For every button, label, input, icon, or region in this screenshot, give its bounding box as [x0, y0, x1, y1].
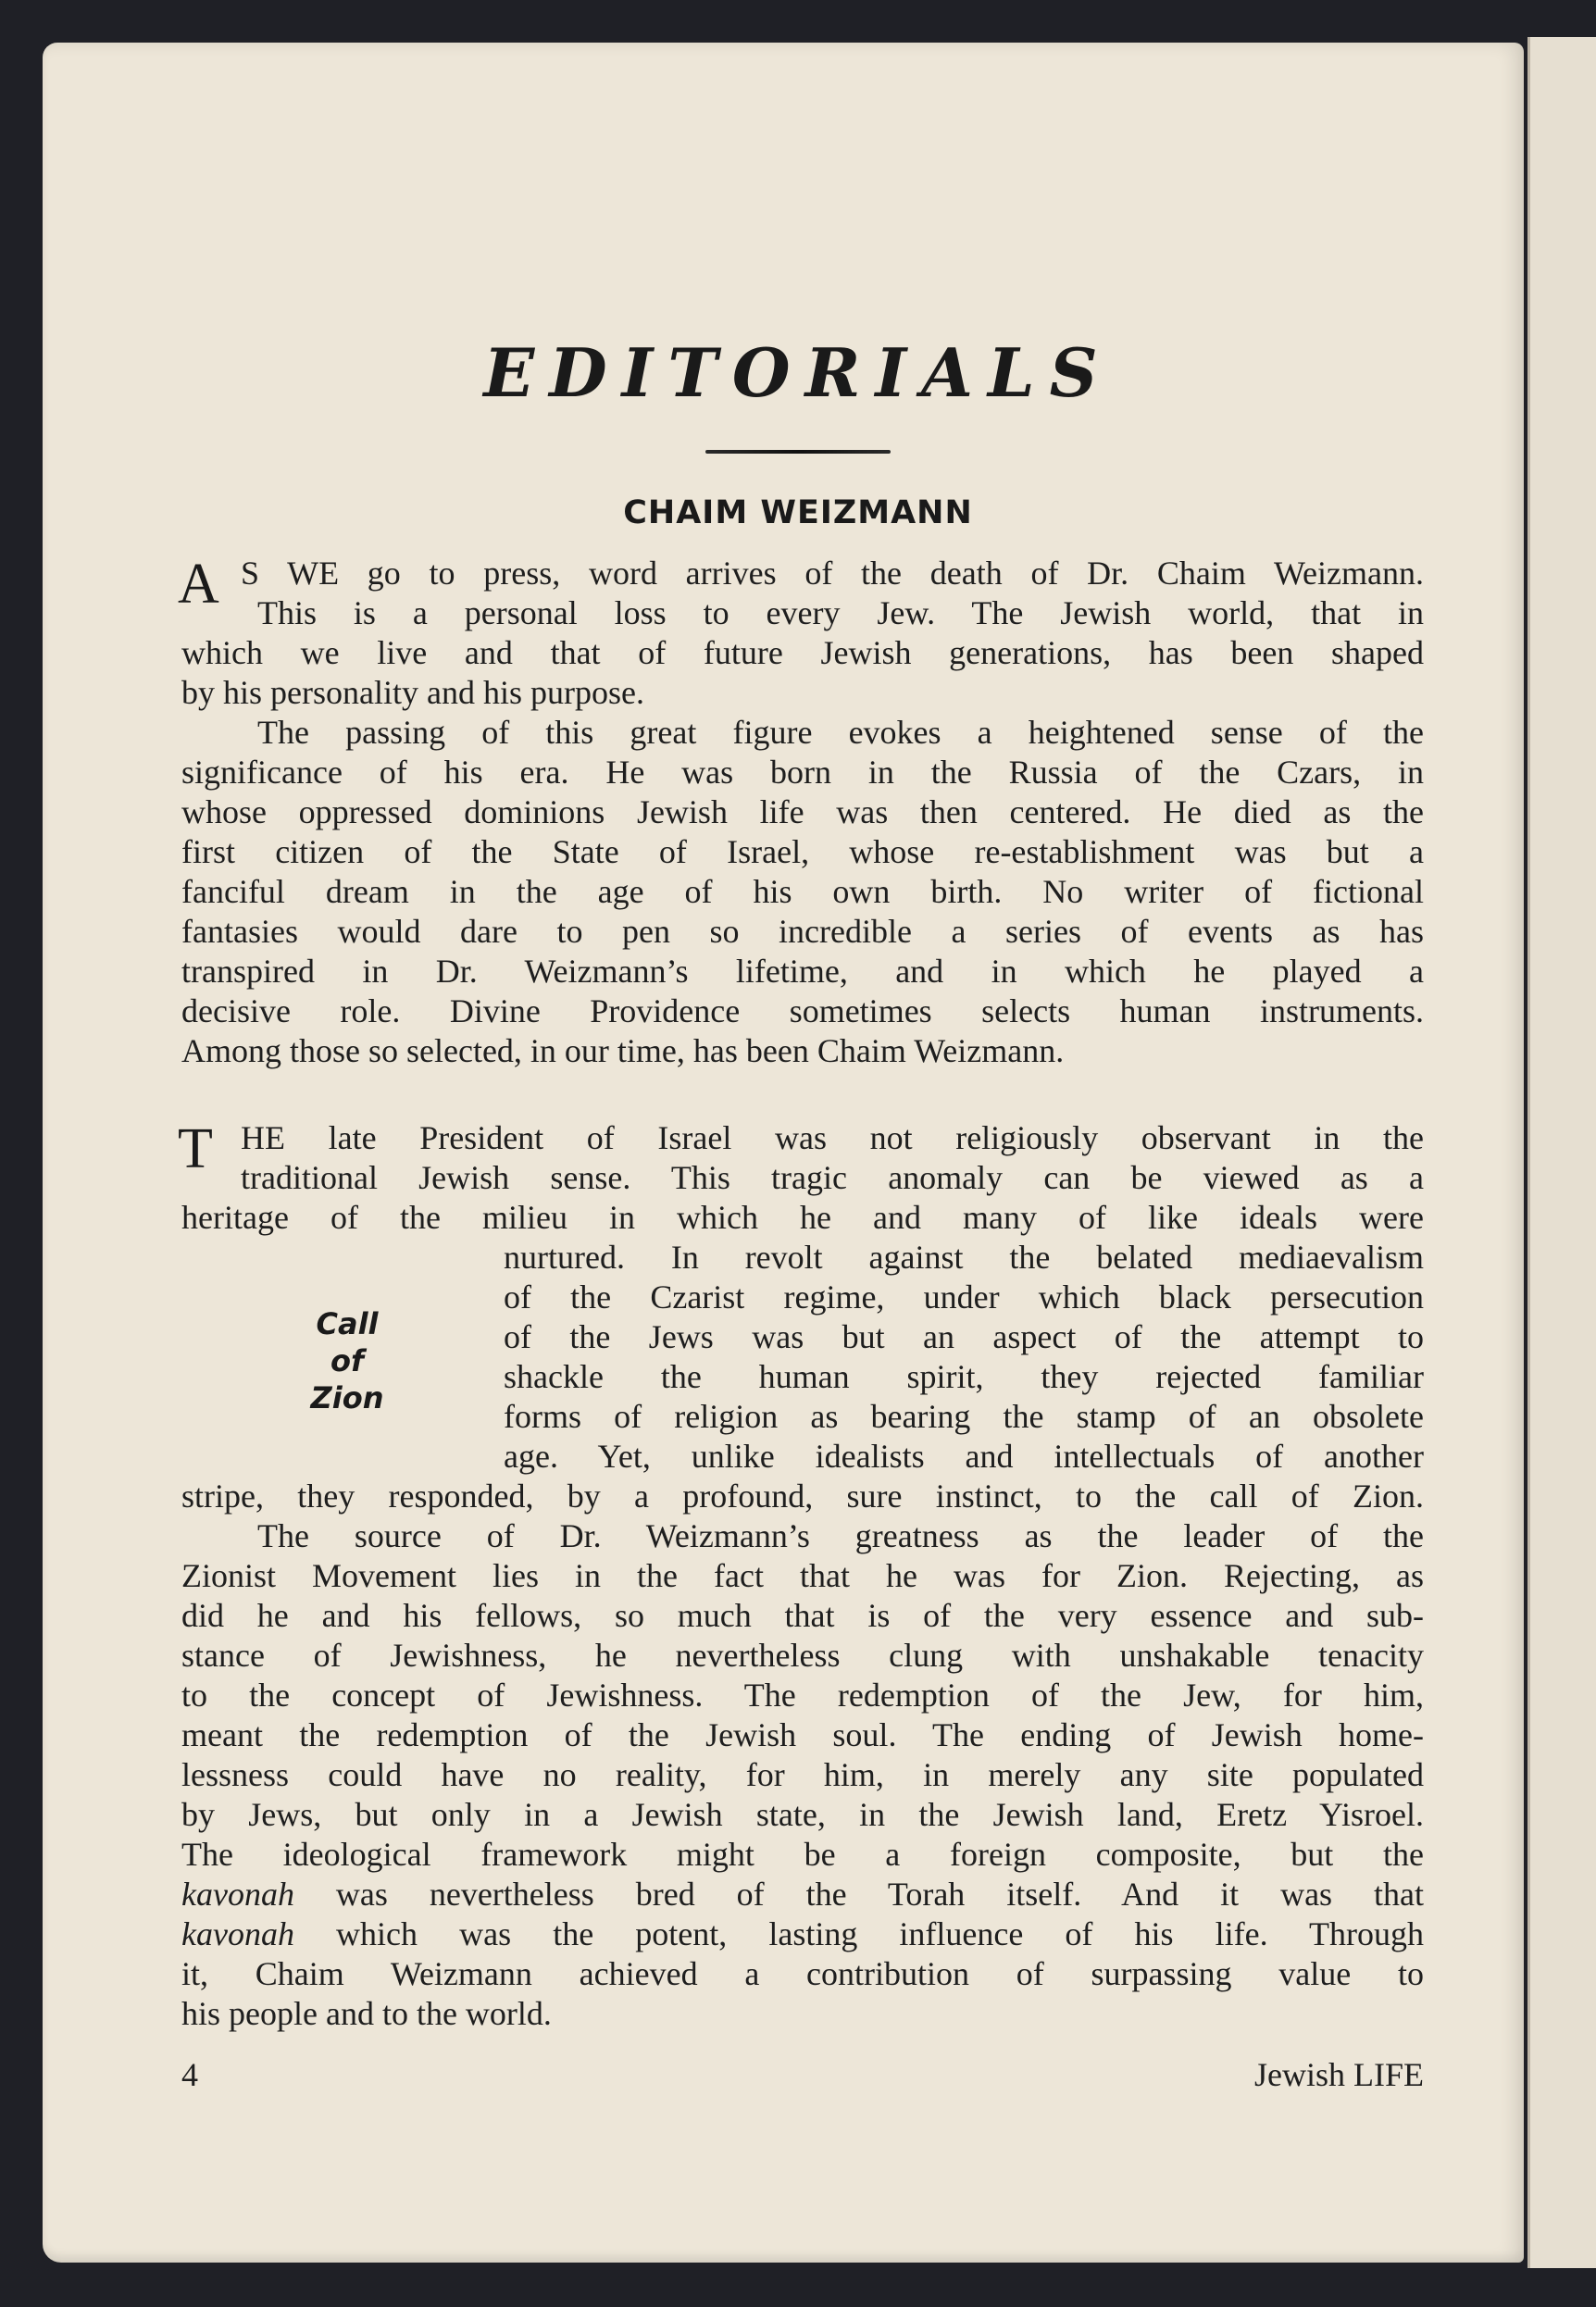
- text-line: S WE go to press, word arrives of the death of Dr. Chaim Weizmann.: [241, 555, 1424, 592]
- text-line: of the Jews was but an aspect of the attempt to: [504, 1318, 1424, 1355]
- text-line: fantasies would dare to pen so incredible a series of events as has: [181, 913, 1424, 950]
- text-line: kavonah was nevertheless bred of the Torah itself. And it was that: [181, 1876, 1424, 1913]
- text-line: by Jews, but only in a Jewish state, in the Jewish land, Eretz Yisroel.: [181, 1796, 1424, 1833]
- text-line: of the Czarist regime, under which black persecution: [504, 1278, 1424, 1316]
- text-line: by his personality and his purpose.: [181, 674, 644, 711]
- text-line: kavonah which was the potent, lasting influence of his life. Through: [181, 1915, 1424, 1952]
- text-line: meant the redemption of the Jewish soul. The ending of Jewish home-: [181, 1716, 1424, 1753]
- text-line: traditional Jewish sense. This tragic anomaly can be viewed as a: [241, 1159, 1424, 1196]
- side-heading-word: Call: [316, 1306, 379, 1341]
- text-line: decisive role. Divine Providence sometimes selects human instruments.: [181, 992, 1424, 1029]
- text-line: transpired in Dr. Weizmann’s lifetime, and in which he played a: [181, 953, 1424, 990]
- text-line: The ideological framework might be a foreign composite, but the: [181, 1836, 1424, 1873]
- italic-word: kavonah: [181, 1876, 294, 1913]
- text-line: lessness could have no reality, for him, in merely any site populated: [181, 1756, 1424, 1793]
- text-line: shackle the human spirit, they rejected familiar: [504, 1358, 1424, 1395]
- text-line: This is a personal loss to every Jew. The Jewish world, that in: [257, 594, 1424, 631]
- publication-name: Jewish LIFE: [1254, 2056, 1424, 2093]
- title-rule: [705, 450, 891, 454]
- text-line: forms of religion as bearing the stamp of an obsolete: [504, 1398, 1424, 1435]
- side-heading: [278, 1305, 417, 1416]
- text-line: stripe, they responded, by a profound, sure instinct, to the call of Zion.: [181, 1478, 1424, 1515]
- text-line: heritage of the milieu in which he and many of like ideals were: [181, 1199, 1424, 1236]
- italic-word: kavonah: [181, 1915, 294, 1952]
- text-line: first citizen of the State of Israel, whose re-establishment was but a: [181, 833, 1424, 870]
- text-line: The source of Dr. Weizmann’s greatness as the leader of the: [257, 1517, 1424, 1554]
- text-line: stance of Jewishness, he nevertheless clung with unshakable tenacity: [181, 1637, 1424, 1674]
- article-heading: CHAIM WEIZMANN: [623, 494, 973, 531]
- dropcap-a: A: [178, 553, 219, 616]
- text-line: did he and his fellows, so much that is of the very essence and sub-: [181, 1597, 1424, 1634]
- section-title: EDITORIALS: [483, 333, 1113, 412]
- page-number: 4: [181, 2056, 198, 2093]
- text-line: whose oppressed dominions Jewish life was then centered. He died as the: [181, 793, 1424, 830]
- text-line: fanciful dream in the age of his own birth. No writer of fictional: [181, 873, 1424, 910]
- text-line: significance of his era. He was born in the Russia of the Czars, in: [181, 754, 1424, 791]
- text-line: which we live and that of future Jewish generations, has been shaped: [181, 634, 1424, 671]
- text-line: Among those so selected, in our time, has been Chaim Weizmann.: [181, 1032, 1065, 1069]
- text-line: HE late President of Israel was not religiously observant in the: [241, 1119, 1424, 1156]
- text-line: his people and to the world.: [181, 1995, 552, 2032]
- text-line: age. Yet, unlike idealists and intellectuals of another: [504, 1438, 1424, 1475]
- text-line: nurtured. In revolt against the belated mediaevalism: [504, 1239, 1424, 1276]
- side-heading-word: Zion: [310, 1380, 384, 1415]
- side-heading-word: of: [330, 1343, 364, 1378]
- text-line: it, Chaim Weizmann achieved a contribution of surpassing value to: [181, 1955, 1424, 1992]
- text-line: Zionist Movement lies in the fact that he was for Zion. Rejecting, as: [181, 1557, 1424, 1594]
- text-line: The passing of this great figure evokes a heightened sense of the: [257, 714, 1424, 751]
- dropcap-t: T: [178, 1117, 213, 1180]
- text-line: to the concept of Jewishness. The redemption of the Jew, for him,: [181, 1677, 1424, 1714]
